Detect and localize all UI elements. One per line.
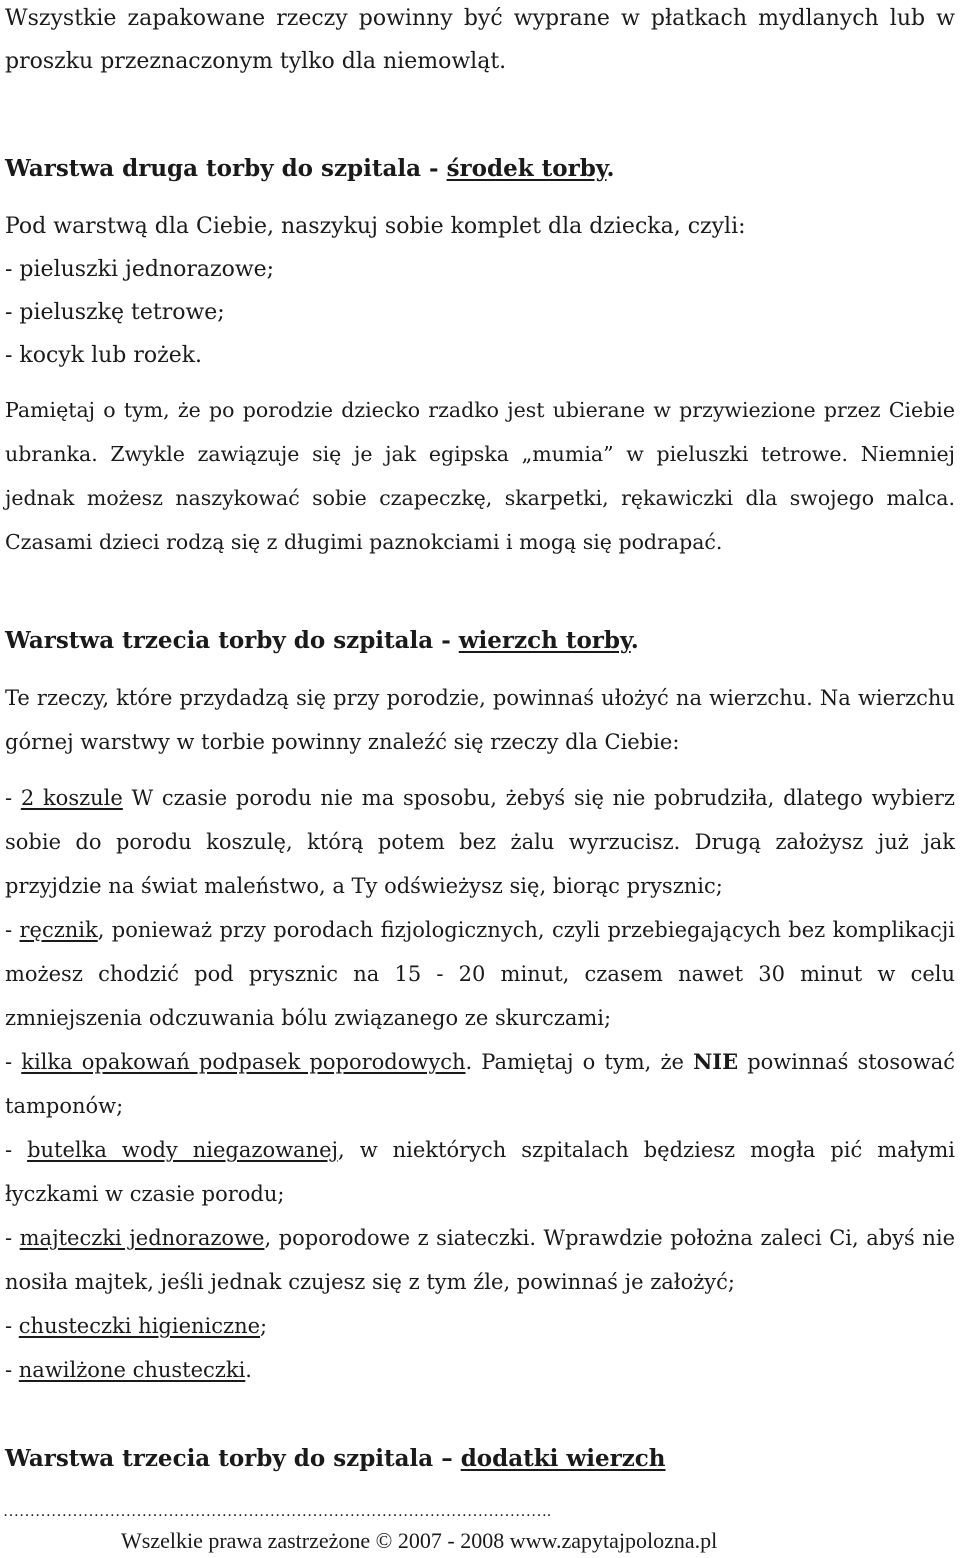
list-item: - pieluszki jednorazowe; <box>5 257 275 282</box>
list-item <box>5 776 955 908</box>
section4-heading-prefix: Warstwa trzecia torby do szpitala – <box>5 1445 461 1472</box>
item-text: powinnaś stosować tamponów; <box>5 1050 956 1118</box>
item-link-podpaski[interactable]: kilka opakowań podpasek poporodowych <box>21 1050 466 1074</box>
list-dash: - <box>5 1358 19 1382</box>
list-dash: - <box>5 1050 22 1074</box>
item-link-majteczki[interactable]: majteczki jednorazowe <box>19 1226 265 1250</box>
footer-separator: …………………………………………………………………………………………. <box>3 1503 551 1520</box>
item-link-koszule[interactable]: 2 koszule <box>20 786 123 810</box>
list-item <box>5 1128 955 1216</box>
section4-heading-link[interactable]: dodatki wierzch <box>460 1445 666 1472</box>
item-link-chusteczki[interactable]: chusteczki higieniczne <box>18 1314 261 1338</box>
section3-heading-prefix: Warstwa trzecia torby do szpitala - <box>5 627 459 654</box>
list-dash: - <box>5 1314 19 1338</box>
intro-paragraph: Wszystkie zapakowane rzeczy powinny być wyprane w płatkach mydlanych lub w proszku przeznaczonym tylko dla niemowląt. <box>5 6 955 74</box>
section4-heading <box>5 1444 666 1474</box>
item-text: . Pamiętaj o tym, że <box>465 1050 694 1074</box>
section2-heading-suffix: . <box>606 155 615 182</box>
section3-heading-link[interactable]: wierzch torby <box>458 627 631 654</box>
section2-list <box>5 205 955 377</box>
item-text: , poporodowe z siateczki. Wprawdzie położna zaleci Ci, abyś nie nosiła majtek, jeśli jednak czujesz się z tym źle, powinnaś je założyć; <box>5 1226 955 1294</box>
item-link-recznik[interactable]: ręcznik <box>19 918 98 942</box>
list-item: - kocyk lub rożek. <box>5 343 203 368</box>
list-dash: - <box>5 1226 20 1250</box>
section3-list <box>5 776 955 1392</box>
item-text: W czasie porodu nie ma sposobu, żebyś się nie pobrudziła, dlatego wybierz sobie do porodu koszulę, którą potem bez żalu wyrzucisz. Drugą założysz już jak przyjdzie na świat maleństwo, a Ty odświeżysz się, biorąc prysznic; <box>5 786 955 898</box>
section2-heading <box>5 154 615 184</box>
item-text: . <box>245 1358 252 1382</box>
list-item <box>5 1040 955 1128</box>
section2-lead: Pod warstwą dla Ciebie, naszykuj sobie komplet dla dziecka, czyli: <box>5 214 746 239</box>
list-item <box>5 1348 955 1392</box>
section3-heading-suffix: . <box>630 627 639 654</box>
footer-copyright: Wszelkie prawa zastrzeżone © 2007 - 2008 www.zapytajpolozna.pl <box>121 1528 718 1553</box>
item-text-bold: NIE <box>693 1049 739 1074</box>
item-text: ; <box>260 1314 268 1338</box>
section2-note: Pamiętaj o tym, że po porodzie dziecko rzadko jest ubierane w przywiezione przez Ciebie ubranka. Zwykle zawiązuje się je jak egipska „mumia” w pieluszki tetrowe. Niemniej jednak możesz naszykować sobie czapeczkę, skarpetki, rękawiczki dla swojego malca. Czasami dzieci rodzą się z długimi paznokciami i mogą się podrapać. <box>5 398 955 554</box>
list-dash: - <box>5 1138 28 1162</box>
list-item <box>5 908 955 1040</box>
section3-heading <box>5 626 639 656</box>
item-link-nawilzone[interactable]: nawilżone chusteczki <box>18 1358 246 1382</box>
list-item: - pieluszkę tetrowe; <box>5 300 225 325</box>
item-link-woda[interactable]: butelka wody niegazowanej <box>27 1138 339 1162</box>
section2-heading-prefix: Warstwa druga torby do szpitala - <box>5 155 447 182</box>
section2-heading-link[interactable]: środek torby <box>446 155 607 182</box>
list-item <box>5 1216 955 1304</box>
item-text: , ponieważ przy porodach fizjologicznych, czyli przebiegających bez komplikacji możesz chodzić pod prysznic na 15 - 20 minut, czasem nawet 30 minut w celu zmniejszenia odczuwania bólu związanego ze skurczami; <box>5 918 955 1030</box>
list-dash: - <box>5 918 20 942</box>
item-text: , w niektórych szpitalach będziesz mogła pić małymi łyczkami w czasie porodu; <box>5 1138 955 1206</box>
list-dash: - <box>5 786 21 810</box>
section3-lead: Te rzeczy, które przydadzą się przy porodzie, powinnaś ułożyć na wierzchu. Na wierzchu górnej warstwy w torbie powinny znaleźć się rzeczy dla Ciebie: <box>5 686 955 754</box>
list-item <box>5 1304 955 1348</box>
